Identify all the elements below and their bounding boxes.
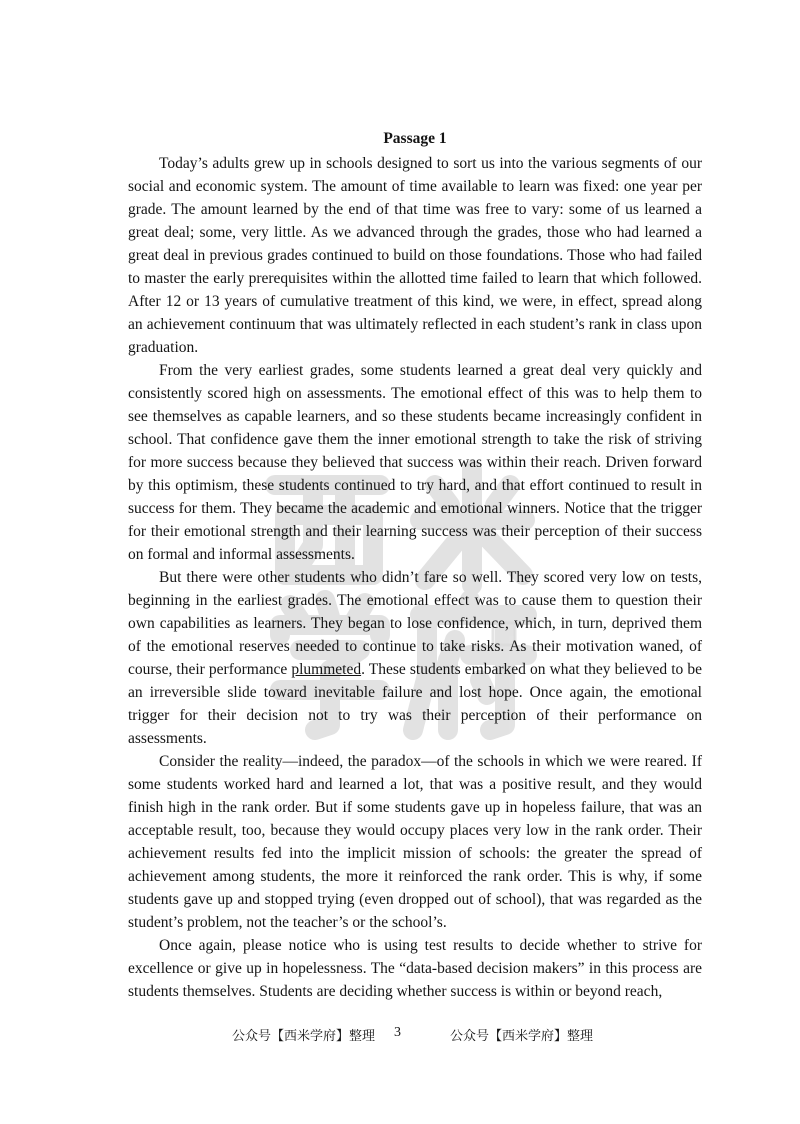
page-footer bbox=[0, 1025, 800, 1045]
page-number: 3 bbox=[394, 1025, 401, 1040]
passage-title: Passage 1 bbox=[383, 130, 447, 147]
paragraph-3-text-after: . These students embarked on what they believed to be an irreversible slide toward inevitable failure and lost hope. Once again, the emotional trigger for their decision not to try was their perception of their performance on assessments. bbox=[128, 660, 702, 747]
footer-left-text: 公众号【西米学府】整理 bbox=[232, 1029, 376, 1044]
paragraph-2: From the very earliest grades, some students learned a great deal very quickly and consistently scored high on assessments. The emotional effect of this was to help them to see themselves as capable learners, and so these students became increasingly confident in school. That confidence gave them the inner emotional strength to take the risk of striving for more success because they believed that success was within their reach. Driven forward by this optimism, these students continued to try hard, and that effort continued to result in success for them. They became the academic and emotional winners. Notice that the trigger for their emotional strength and their learning success was their perception of their success on formal and informal assessments. bbox=[128, 361, 702, 563]
paragraph-4: Consider the reality—indeed, the paradox—of the schools in which we were reared. If some students worked hard and learned a lot, that was a positive result, and they would finish high in the rank order. But if some students gave up in hopeless failure, that was an acceptable result, too, because they would occupy places very low in the rank order. Their achievement results fed into the implicit mission of schools: the greater the spread of achievement among students, the more it reinforced the rank order. This is why, if some students gave up and stopped trying (even dropped out of school), that was regarded as the student’s problem, not the teacher’s or the school’s. bbox=[128, 752, 702, 931]
paragraph-5: Once again, please notice who is using test results to decide whether to strive for excellence or give up in hopelessness. The “data-based decision makers” in this process are students themselves. Students are deciding whether success is within or beyond reach, bbox=[128, 936, 702, 1000]
paragraph-3 bbox=[128, 566, 702, 750]
paragraph-1: Today’s adults grew up in schools designed to sort us into the various segments of our social and economic system. The amount of time available to learn was fixed: one year per grade. The amount learned by the end of that time was free to vary: some of us learned a great deal; some, very little. As we advanced through the grades, those who had learned a great deal in previous grades continued to build on those foundations. Those who had failed to master the early prerequisites within the allotted time failed to learn that which followed. After 12 or 13 years of cumulative treatment of this kind, we were, in effect, spread along an achievement continuum that was ultimately reflected in each student’s rank in class upon graduation. bbox=[128, 154, 702, 356]
paragraph-3-text-before: But there were other students who didn’t fare so well. They scored very low on tests, beginning in the earliest grades. The emotional effect was to cause them to question their own capabilities as learners. They began to lose confidence, which, in turn, deprived them of the emotional reserves needed to continue to take risks. As their motivation waned, of course, their performance bbox=[128, 568, 702, 678]
underlined-word-plummeted: plummeted bbox=[291, 660, 362, 678]
passage-page bbox=[128, 128, 702, 1003]
footer-right-text: 公众号【西米学府】整理 bbox=[450, 1029, 594, 1044]
